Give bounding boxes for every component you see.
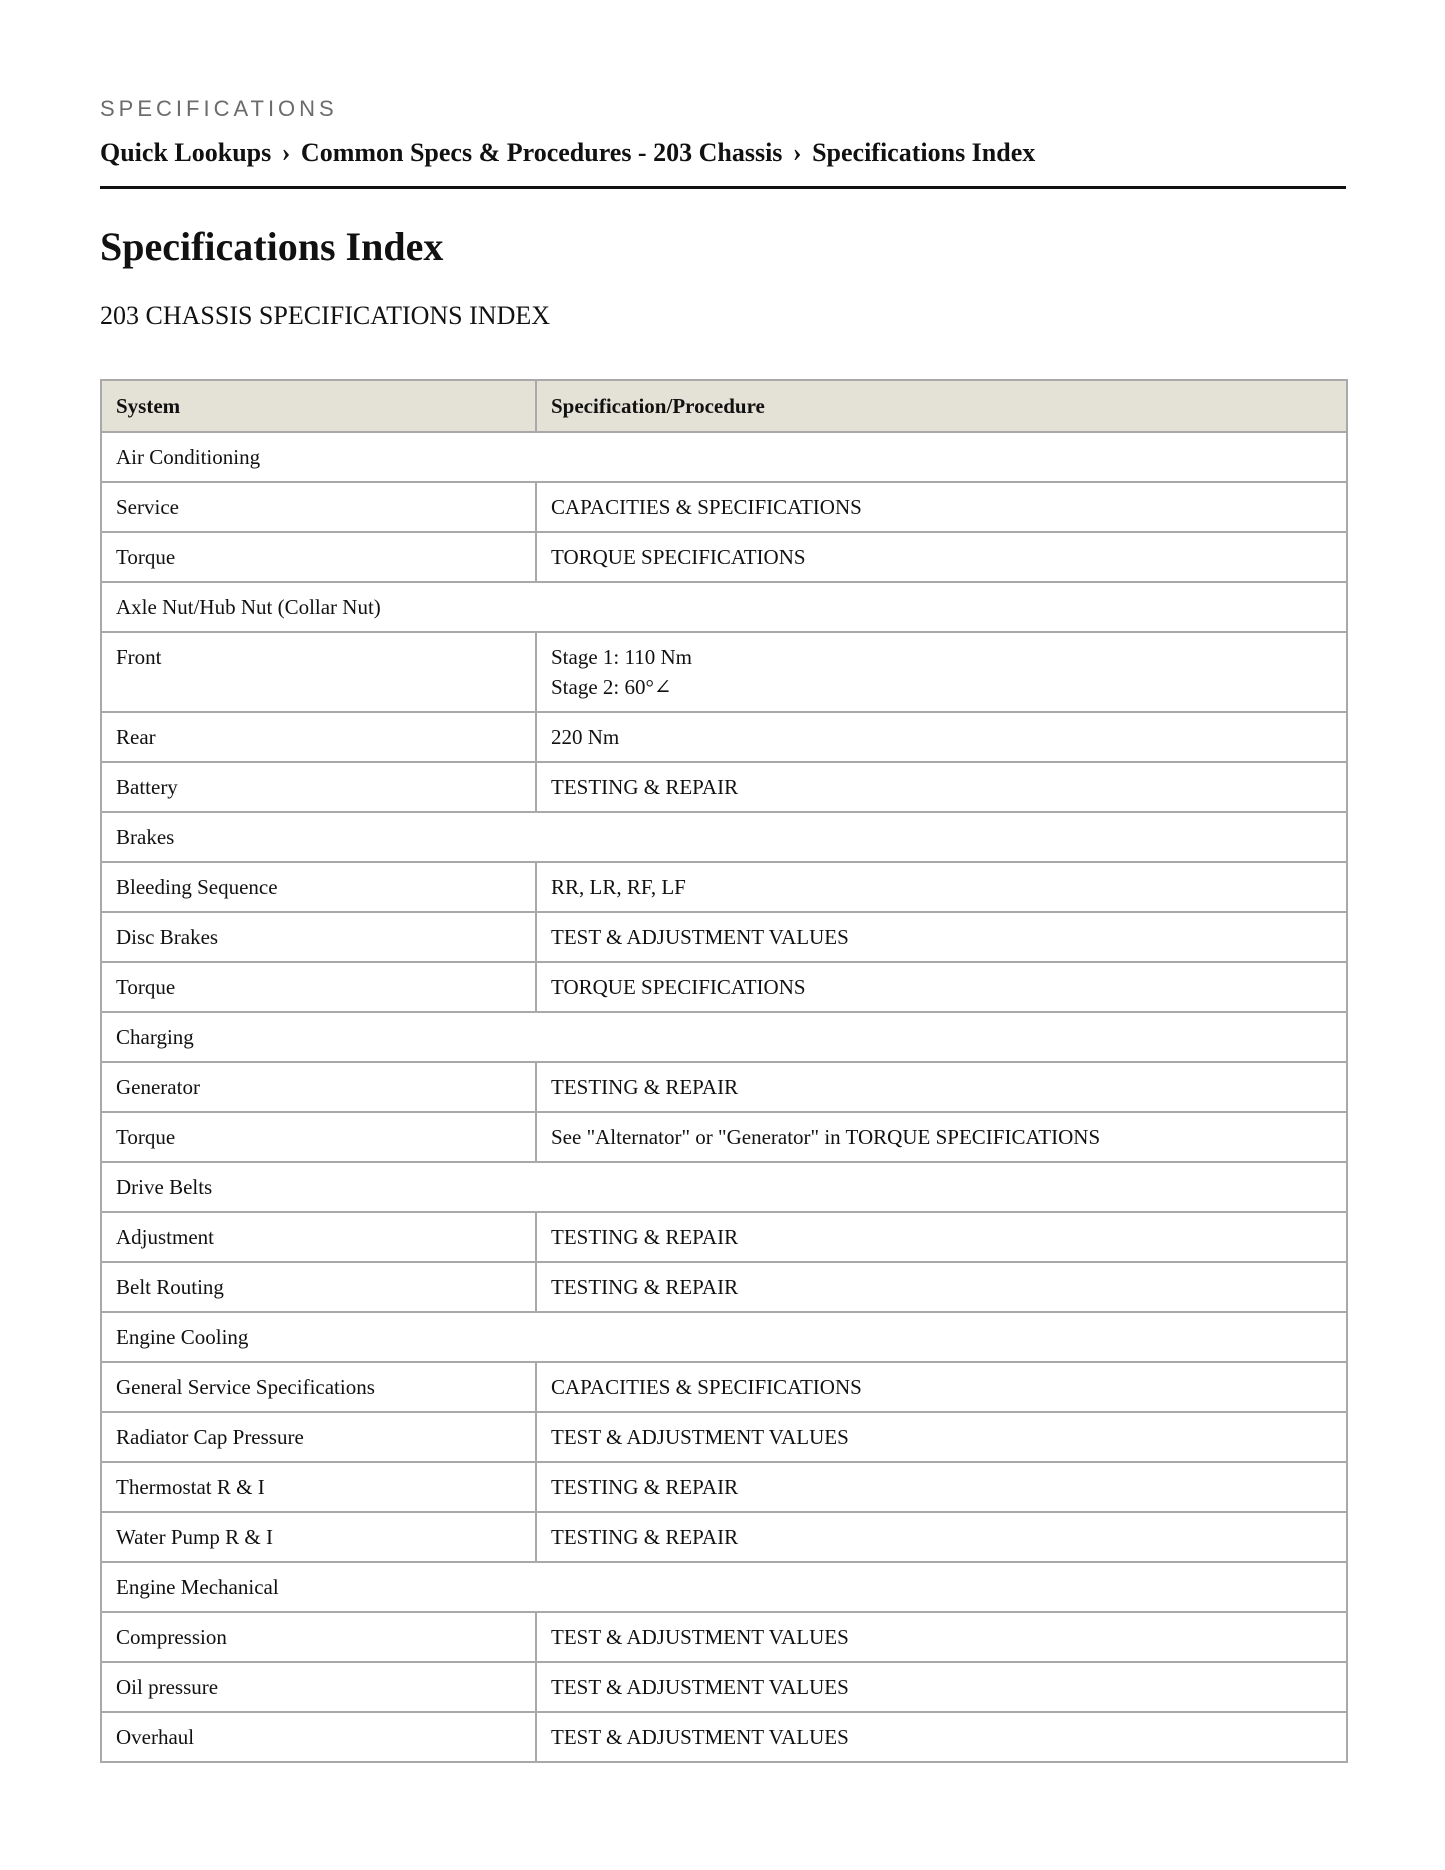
- system-cell: Compression: [101, 1612, 536, 1662]
- system-cell: Bleeding Sequence: [101, 862, 536, 912]
- system-cell: Belt Routing: [101, 1262, 536, 1312]
- table-row: [101, 1062, 1347, 1112]
- table-body: [101, 432, 1347, 1762]
- system-group-cell: Charging: [101, 1012, 1347, 1062]
- spec-value[interactable]: See "Alternator" or "Generator" in TORQUE SPECIFICATIONS: [551, 1125, 1101, 1149]
- table-group-row: [101, 1162, 1347, 1212]
- system-cell: Service: [101, 482, 536, 532]
- system-group-cell: Drive Belts: [101, 1162, 1347, 1212]
- spec-cell: [536, 762, 1347, 812]
- table-row: [101, 712, 1347, 762]
- system-cell: Battery: [101, 762, 536, 812]
- table-group-row: [101, 1312, 1347, 1362]
- spec-cell: [536, 862, 1347, 912]
- spec-cell: [536, 962, 1347, 1012]
- spec-value[interactable]: CAPACITIES & SPECIFICATIONS: [551, 495, 862, 519]
- spec-value[interactable]: TORQUE SPECIFICATIONS: [551, 975, 806, 999]
- spec-value[interactable]: RR, LR, RF, LF: [551, 875, 686, 899]
- spec-value[interactable]: TESTING & REPAIR: [551, 1275, 739, 1299]
- system-cell: Generator: [101, 1062, 536, 1112]
- spec-cell: [536, 1412, 1347, 1462]
- table-row: [101, 1662, 1347, 1712]
- system-cell: Thermostat R & I: [101, 1462, 536, 1512]
- spec-cell: [536, 1512, 1347, 1562]
- spec-value[interactable]: 220 Nm: [551, 725, 620, 749]
- breadcrumb-separator: ›: [281, 138, 291, 167]
- spec-value[interactable]: TESTING & REPAIR: [551, 1525, 739, 1549]
- system-cell: Water Pump R & I: [101, 1512, 536, 1562]
- spec-value[interactable]: TEST & ADJUSTMENT VALUES: [551, 1625, 849, 1649]
- system-cell: Oil pressure: [101, 1662, 536, 1712]
- table-row: [101, 1462, 1347, 1512]
- table-group-row: [101, 432, 1347, 482]
- system-cell: Torque: [101, 532, 536, 582]
- table-row: [101, 762, 1347, 812]
- table-row: [101, 912, 1347, 962]
- system-group-cell: Axle Nut/Hub Nut (Collar Nut): [101, 582, 1347, 632]
- table-group-row: [101, 812, 1347, 862]
- spec-value[interactable]: TEST & ADJUSTMENT VALUES: [551, 1725, 849, 1749]
- spec-value[interactable]: TEST & ADJUSTMENT VALUES: [551, 925, 849, 949]
- spec-cell: [536, 1362, 1347, 1412]
- spec-value[interactable]: TEST & ADJUSTMENT VALUES: [551, 1425, 849, 1449]
- spec-value[interactable]: TESTING & REPAIR: [551, 775, 739, 799]
- table-row: [101, 1512, 1347, 1562]
- spec-cell: [536, 532, 1347, 582]
- breadcrumb: [100, 136, 1346, 189]
- table-row: [101, 1712, 1347, 1762]
- spec-cell: [536, 1062, 1347, 1112]
- spec-value[interactable]: CAPACITIES & SPECIFICATIONS: [551, 1375, 862, 1399]
- spec-cell: [536, 1712, 1347, 1762]
- system-cell: Overhaul: [101, 1712, 536, 1762]
- system-cell: General Service Specifications: [101, 1362, 536, 1412]
- spec-cell: [536, 482, 1347, 532]
- spec-value[interactable]: TEST & ADJUSTMENT VALUES: [551, 1675, 849, 1699]
- system-cell: Disc Brakes: [101, 912, 536, 962]
- system-cell: Front: [101, 632, 536, 712]
- table-group-row: [101, 582, 1347, 632]
- table-group-row: [101, 1562, 1347, 1612]
- spec-cell: [536, 632, 1347, 712]
- column-header-system: System: [101, 380, 536, 432]
- system-group-cell: Air Conditioning: [101, 432, 1347, 482]
- system-cell: Adjustment: [101, 1212, 536, 1262]
- spec-value[interactable]: TESTING & REPAIR: [551, 1225, 739, 1249]
- spec-cell: [536, 912, 1347, 962]
- breadcrumb-item-quick-lookups[interactable]: Quick Lookups: [100, 138, 272, 167]
- system-group-cell: Engine Mechanical: [101, 1562, 1347, 1612]
- table-row: [101, 862, 1347, 912]
- table-row: [101, 1612, 1347, 1662]
- system-cell: Torque: [101, 1112, 536, 1162]
- spec-cell: [536, 712, 1347, 762]
- system-group-cell: Brakes: [101, 812, 1347, 862]
- specifications-table: [100, 379, 1348, 1763]
- table-row: [101, 1362, 1347, 1412]
- spec-value[interactable]: TESTING & REPAIR: [551, 1075, 739, 1099]
- spec-cell: [536, 1112, 1347, 1162]
- breadcrumb-item-current: Specifications Index: [812, 138, 1036, 167]
- breadcrumb-item-common-specs[interactable]: Common Specs & Procedures - 203 Chassis: [300, 138, 783, 167]
- column-header-spec: Specification/Procedure: [536, 380, 1347, 432]
- spec-value[interactable]: TORQUE SPECIFICATIONS: [551, 545, 806, 569]
- page-title: Specifications Index: [100, 224, 444, 269]
- spec-cell: [536, 1612, 1347, 1662]
- document-page: [100, 96, 1346, 1763]
- table-header: [101, 380, 1347, 432]
- system-cell: Radiator Cap Pressure: [101, 1412, 536, 1462]
- table-row: [101, 532, 1347, 582]
- table-row: [101, 632, 1347, 712]
- spec-value[interactable]: Stage 1: 110 Nm: [551, 645, 692, 669]
- system-group-cell: Engine Cooling: [101, 1312, 1347, 1362]
- spec-cell: [536, 1662, 1347, 1712]
- spec-value[interactable]: Stage 2: 60°∠: [551, 675, 672, 699]
- table-row: [101, 962, 1347, 1012]
- spec-cell: [536, 1212, 1347, 1262]
- table-row: [101, 482, 1347, 532]
- table-row: [101, 1212, 1347, 1262]
- spec-value[interactable]: TESTING & REPAIR: [551, 1475, 739, 1499]
- section-label: SPECIFICATIONS: [100, 96, 338, 121]
- page-subtitle: 203 CHASSIS SPECIFICATIONS INDEX: [100, 301, 551, 330]
- table-row: [101, 1112, 1347, 1162]
- table-group-row: [101, 1012, 1347, 1062]
- breadcrumb-separator: ›: [792, 138, 802, 167]
- system-cell: Rear: [101, 712, 536, 762]
- table-row: [101, 1412, 1347, 1462]
- spec-cell: [536, 1262, 1347, 1312]
- table-row: [101, 1262, 1347, 1312]
- table-header-row: [101, 380, 1347, 432]
- system-cell: Torque: [101, 962, 536, 1012]
- spec-cell: [536, 1462, 1347, 1512]
